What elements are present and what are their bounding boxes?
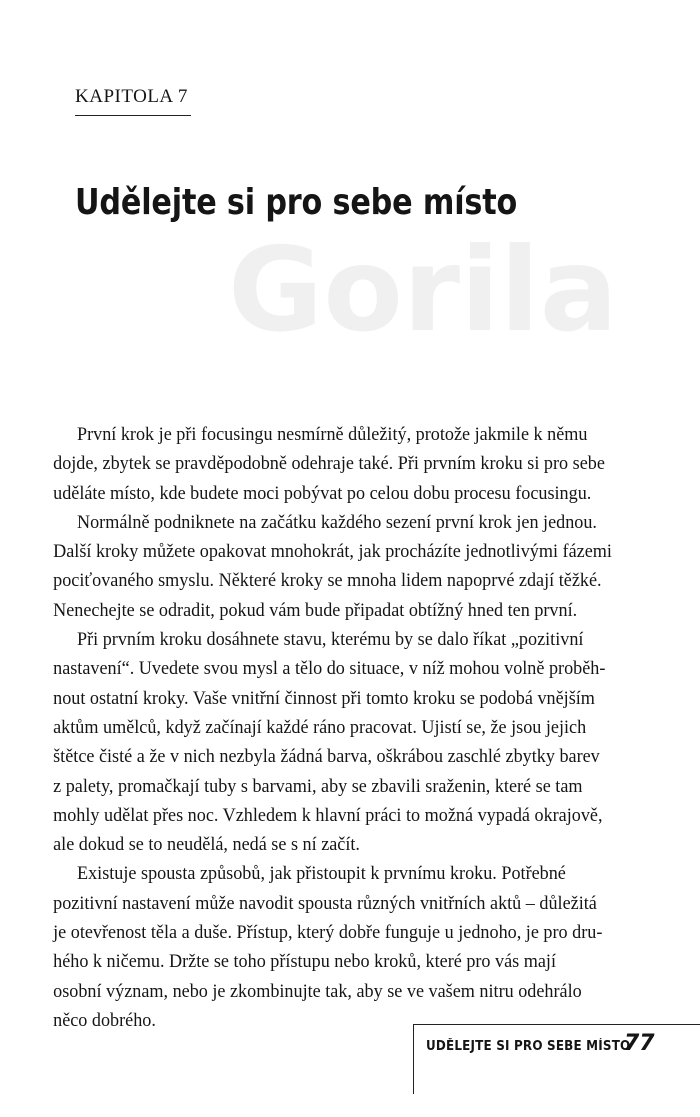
text-line: Existuje spousta způsobů, jak přistoupit k prvnímu kroku. Potřebné [77, 863, 566, 885]
text-line: hého k ničemu. Držte se toho přístupu nebo kroků, které pro vás mají [53, 951, 557, 973]
body-text [53, 420, 645, 1035]
paragraph-2 [53, 508, 645, 625]
chapter-label: KAPITOLA 7 [75, 82, 191, 116]
running-title: UDĚLEJTE SI PRO SEBE MÍSTO [426, 1039, 631, 1054]
text-line: osobní význam, nebo je zkombinujte tak, aby se ve vašem nitru odehrálo [53, 980, 582, 1002]
text-line: ale dokud se to neudělá, nedá se s ní začít. [53, 834, 360, 856]
text-line: uděláte místo, kde budete moci pobývat po celou dobu procesu focusingu. [53, 482, 592, 504]
paragraph-4 [53, 859, 645, 1035]
text-line: nastavení“. Uvedete svou mysl a tělo do situace, v níž mohou volně proběh- [53, 658, 606, 680]
page-footer [413, 1024, 700, 1094]
page-number: 77 [624, 1031, 655, 1056]
text-line: štětce čisté a že v nich nezbyla žádná barva, oškrábou zaschlé zbytky barev [53, 746, 600, 768]
text-line: z palety, promačkají tuby s barvami, aby se zbavili sraženin, které se tam [53, 775, 583, 797]
watermark: Gorila [228, 223, 618, 358]
text-line: pozitivní nastavení může navodit spousta různých vnitřních aktů – důležitá [53, 892, 597, 914]
text-line: Další kroky můžete opakovat mnohokrát, jak procházíte jednotlivými fázemi [53, 541, 612, 563]
text-line: mohly udělat přes noc. Vzhledem k hlavní práci to možná vypadá okrajově, [53, 804, 603, 826]
text-line: pociťovaného smyslu. Některé kroky se mnoha lidem napoprvé zdají těžké. [53, 570, 602, 592]
text-line: Nenechejte se odradit, pokud vám bude připadat obtížný hned ten první. [53, 599, 578, 621]
paragraph-1 [53, 420, 645, 508]
text-line: je otevřenost těla a duše. Přístup, který dobře funguje u jednoho, je pro dru- [53, 922, 603, 944]
text-line: nout ostatní kroky. Vaše vnitřní činnost při tomto kroku se podobá vnějším [53, 687, 595, 709]
text-line: Při prvním kroku dosáhnete stavu, kterému by se dalo říkat „pozitivní [77, 629, 584, 651]
text-line: První krok je při focusingu nesmírně důležitý, protože jakmile k němu [77, 424, 588, 445]
text-line: něco dobrého. [53, 1009, 156, 1031]
text-line: aktům umělců, když začínají každé ráno pracovat. Ujistí se, že jsou jejich [53, 716, 587, 738]
chapter-title: Udělejte si pro sebe místo [75, 182, 518, 223]
paragraph-3 [53, 625, 645, 859]
text-line: dojde, zbytek se pravděpodobně odehraje také. Při prvním kroku si pro sebe [53, 453, 605, 475]
text-line: Normálně podniknete na začátku každého sezení první krok jen jednou. [77, 511, 597, 533]
